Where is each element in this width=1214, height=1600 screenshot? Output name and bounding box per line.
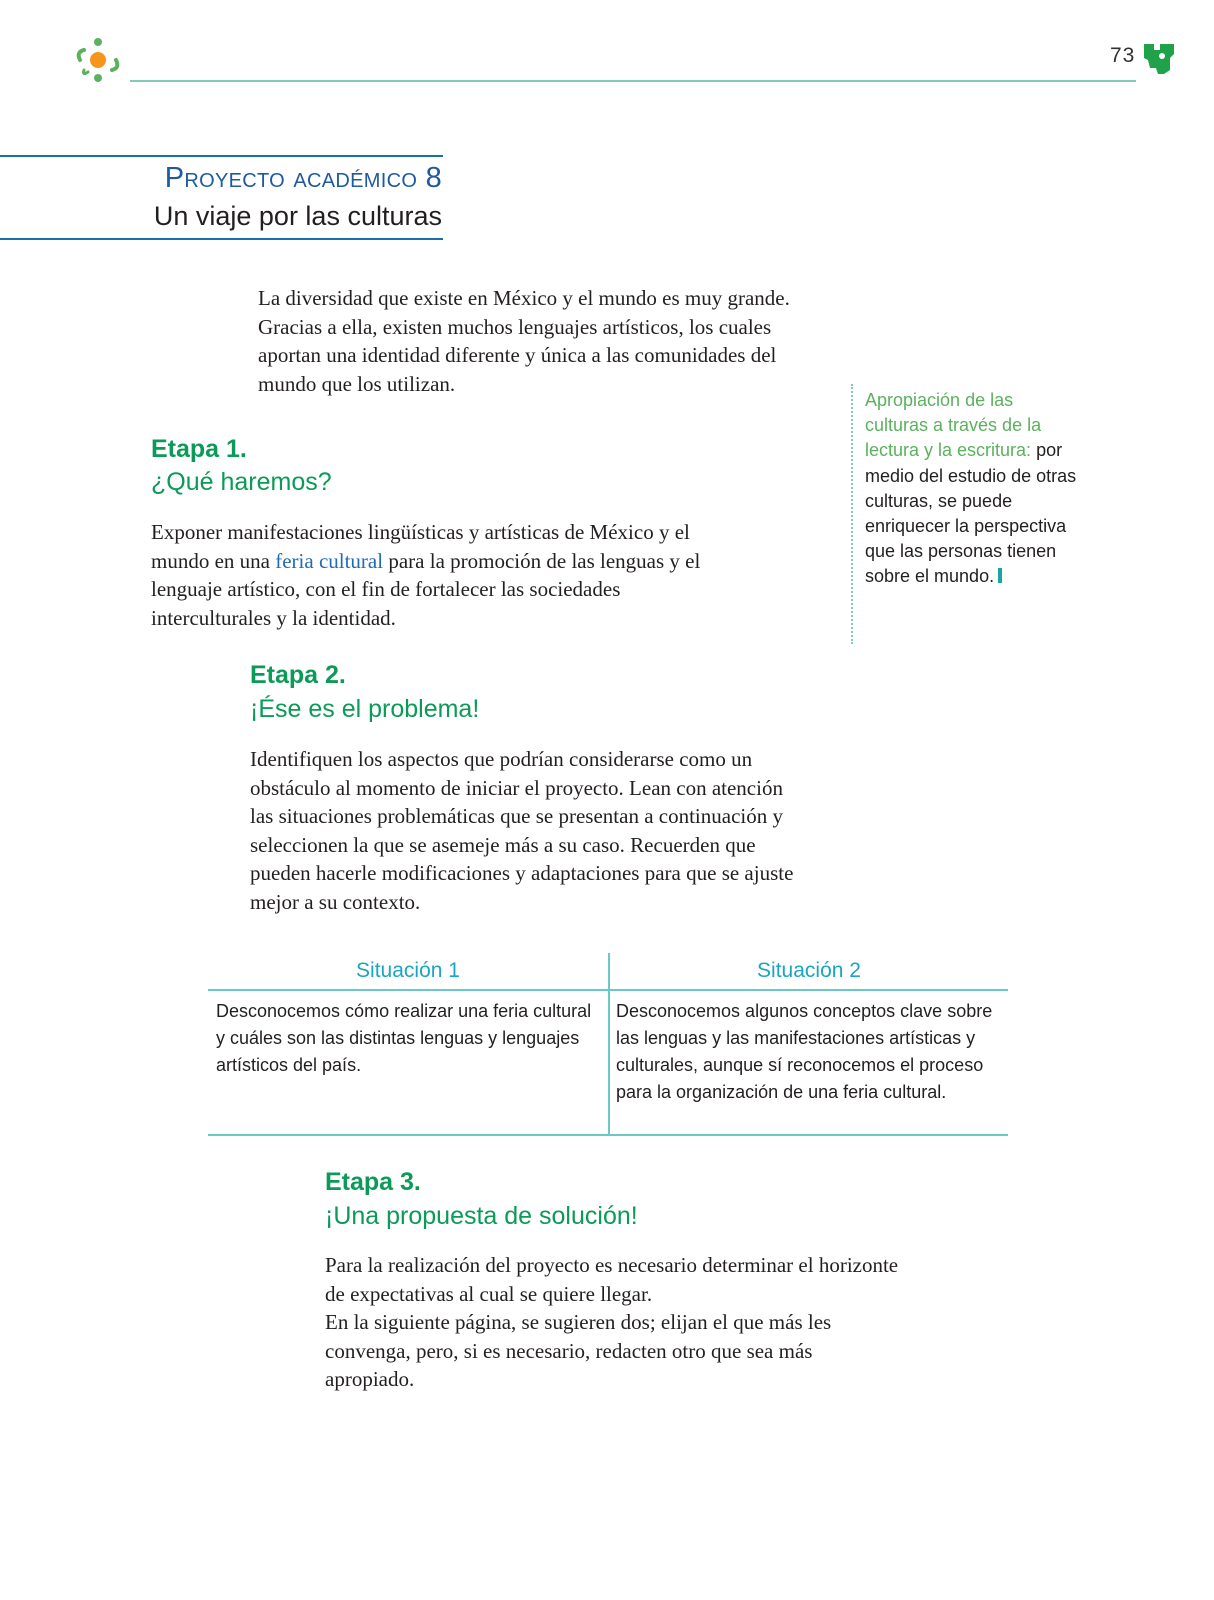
situation-2-header: Situación 2 <box>757 959 861 982</box>
project-label: Proyecto académico 8 <box>164 162 442 194</box>
side-note-term: Apropiación de las culturas a través de la lectura y la escritura: <box>865 390 1042 461</box>
end-mark-icon <box>998 568 1002 583</box>
situation-1-text: Desconocemos cómo realizar una feria cultural y cuáles son las distintas lenguas y lenguajes artísticos del país. <box>216 1001 592 1075</box>
page-number: 73 <box>1110 44 1136 67</box>
stage1-text-before: Exponer manifestaciones lingüísticas y artísticas de México y el mundo en una <box>151 520 690 573</box>
stage3-title: Etapa 3. <box>325 1168 421 1196</box>
title-top-rule <box>0 155 443 157</box>
green-glyph-icon <box>1140 38 1180 78</box>
project-title: Un viaje por las culturas <box>153 201 442 231</box>
stage1-paragraph <box>151 518 711 632</box>
side-note <box>865 388 1080 590</box>
stage2-subtitle: ¡Ése es el problema! <box>250 695 480 723</box>
title-bottom-rule <box>0 238 443 240</box>
situation-2-text: Desconocemos algunos conceptos clave sobre las lenguas y las manifestaciones artísticas y culturales, aunque sí reconocemos el proceso para la organización de una feria cultural. <box>616 1001 993 1102</box>
side-note-dotted-rule <box>851 384 853 644</box>
feria-cultural-link[interactable]: feria cultural <box>275 548 384 573</box>
stage3-text-1: Para la realización del proyecto es necesario determinar el horizonte de expectativas al cual se quiere llegar. <box>325 1253 899 1306</box>
intro-paragraph: La diversidad que existe en México y el mundo es muy grande. Gracias a ella, existen muchos lenguajes artísticos, los cuales aportan una identidad diferente y única a las comunidades del mundo que los utilizan. <box>258 286 790 396</box>
stage3-paragraph <box>325 1251 905 1394</box>
situation-1-header: Situación 1 <box>356 959 460 982</box>
stage3-subtitle: ¡Una propuesta de solución! <box>325 1202 638 1230</box>
stage1-text-after: para la promoción de las lenguas y el lenguaje artístico, con el fin de fortalecer las sociedades interculturales y la identidad. <box>151 548 701 630</box>
stage1-subtitle: ¿Qué haremos? <box>151 468 332 496</box>
stage1-title: Etapa 1. <box>151 435 247 463</box>
situations-header-rule <box>208 989 1008 991</box>
stage2-title: Etapa 2. <box>250 661 346 689</box>
side-note-text: por medio del estudio de otras culturas, se puede enriquecer la perspectiva que las personas tienen sobre el mundo. <box>865 440 1077 587</box>
stage3-text-2: En la siguiente página, se sugieren dos; elijan el que más les convenga, pero, si es necesario, redacten otro que sea más apropiado. <box>325 1310 832 1391</box>
flower-dots-logo-icon <box>70 32 126 88</box>
stage2-paragraph: Identifiquen los aspectos que podrían considerarse como un obstáculo al momento de iniciar el proyecto. Lean con atención las situaciones problemáticas que se presentan a continuación y seleccionen la que se asemeje más a su caso. Recuerden que pueden hacerle modificaciones y adaptaciones para que se ajuste mejor a su contexto. <box>250 747 794 914</box>
header-rule <box>130 80 1136 82</box>
situations-bottom-rule <box>208 1134 1008 1136</box>
